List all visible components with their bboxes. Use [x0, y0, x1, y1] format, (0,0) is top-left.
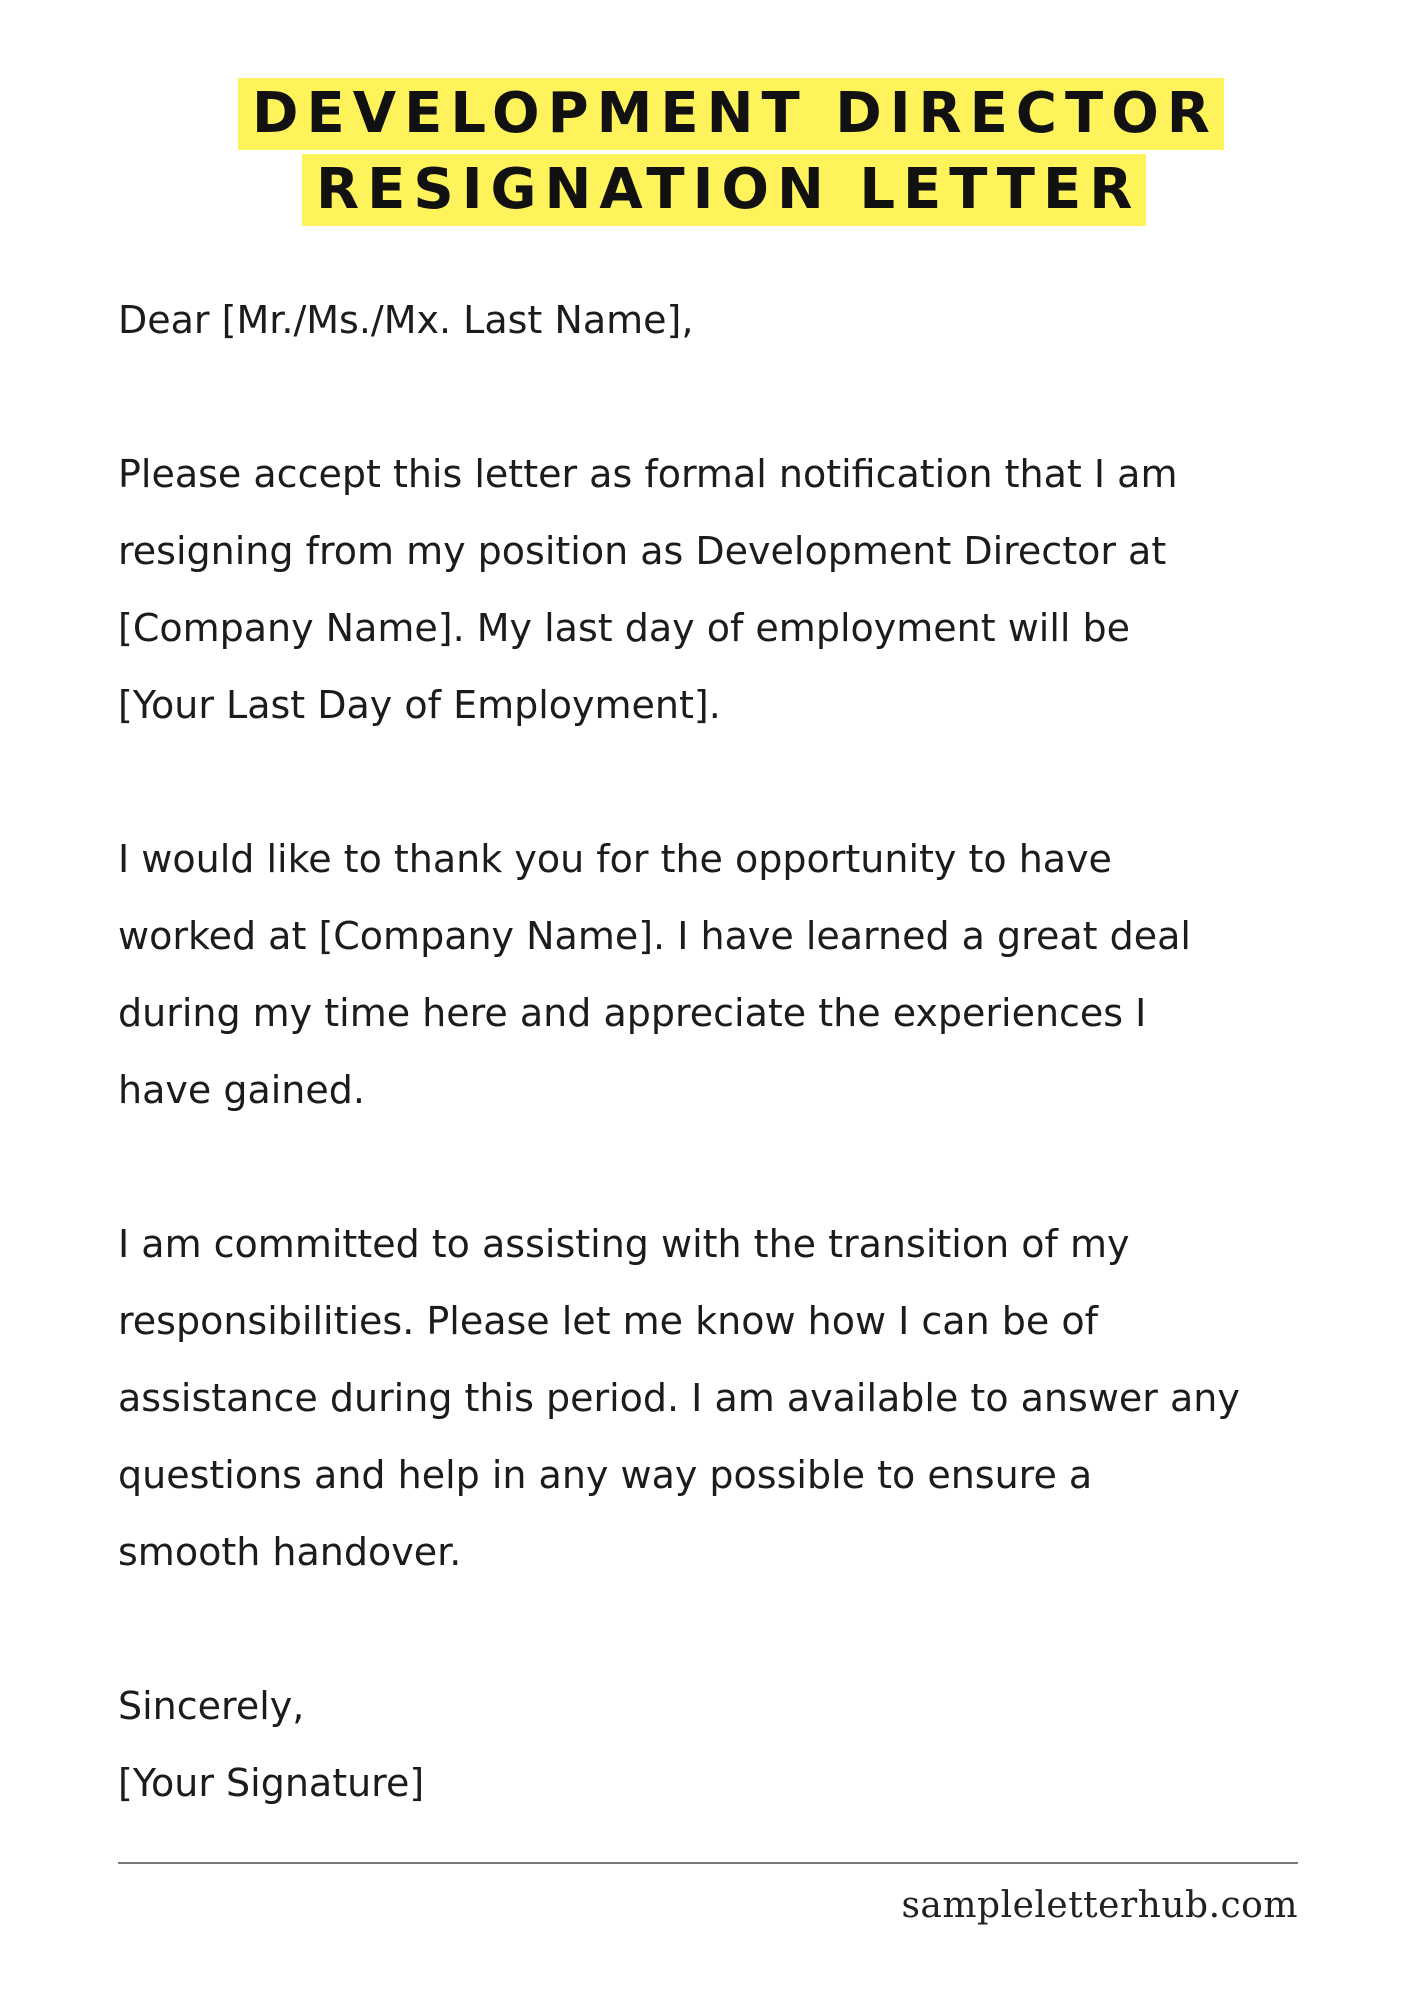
- paragraph-line: resigning from my position as Development Director at: [118, 529, 1167, 573]
- site-name: sampleletterhub.com: [901, 1885, 1298, 1926]
- paragraph-2: [118, 821, 1358, 1129]
- salutation: [118, 282, 1358, 359]
- closing-block: [118, 1668, 1358, 1822]
- paragraph-line: Please accept this letter as formal notification that I am: [118, 452, 1178, 496]
- title-line-2: RESIGNATION LETTER: [302, 154, 1146, 226]
- signature-placeholder: [Your Signature]: [118, 1761, 425, 1805]
- paragraph-line: smooth handover.: [118, 1530, 462, 1574]
- footer-divider: [118, 1862, 1298, 1864]
- salutation-text: Dear [Mr./Ms./Mx. Last Name],: [118, 298, 694, 342]
- closing-text: Sincerely,: [118, 1684, 305, 1728]
- paragraph-line: during my time here and appreciate the experiences I: [118, 991, 1147, 1035]
- title-line-1: DEVELOPMENT DIRECTOR: [238, 78, 1224, 150]
- paragraph-line: I would like to thank you for the opportunity to have: [118, 837, 1112, 881]
- paragraph-line: I am committed to assisting with the transition of my: [118, 1222, 1130, 1266]
- paragraph-line: assistance during this period. I am available to answer any: [118, 1376, 1240, 1420]
- paragraph-3: [118, 1206, 1358, 1591]
- paragraph-line: responsibilities. Please let me know how I can be of: [118, 1299, 1098, 1343]
- paragraph-line: worked at [Company Name]. I have learned a great deal: [118, 914, 1191, 958]
- paragraph-1: [118, 436, 1358, 744]
- letter-body: [118, 282, 1358, 1822]
- paragraph-line: have gained.: [118, 1068, 365, 1112]
- paragraph-line: questions and help in any way possible to ensure a: [118, 1453, 1093, 1497]
- paragraph-line: [Company Name]. My last day of employment will be: [118, 606, 1131, 650]
- paragraph-line: [Your Last Day of Employment].: [118, 683, 721, 727]
